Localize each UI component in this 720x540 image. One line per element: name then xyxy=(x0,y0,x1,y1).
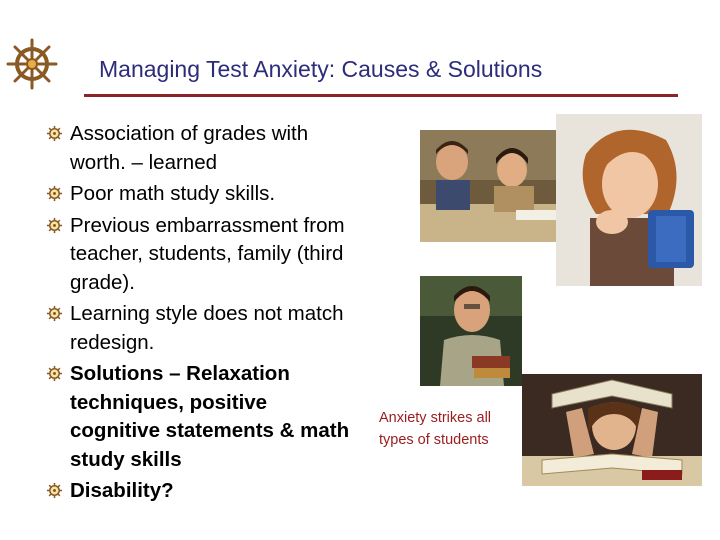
photo-caption: Anxiety strikes all types of students xyxy=(379,410,492,448)
ship-wheel-bullet-icon xyxy=(46,185,63,202)
bullet-item xyxy=(46,360,358,474)
bullet-text: Disability? xyxy=(70,479,174,502)
bullet-text: Solutions – Relaxation techniques, positive cognitive statements & math study skills xyxy=(70,362,350,471)
bullet-item xyxy=(46,212,358,298)
ship-wheel-logo-icon xyxy=(6,38,58,90)
bullet-text: Previous embarrassment from teacher, students, family (third grade). xyxy=(70,213,345,294)
bullet-text: Poor math study skills. xyxy=(70,182,276,205)
bullet-list xyxy=(46,120,358,509)
stressed-student-with-book-photo xyxy=(522,374,702,486)
ship-wheel-bullet-icon xyxy=(46,125,63,142)
bullet-item xyxy=(46,120,358,177)
ship-wheel-bullet-icon xyxy=(46,365,63,382)
ship-wheel-bullet-icon xyxy=(46,482,63,499)
bullet-item xyxy=(46,477,358,506)
student-holding-books-photo xyxy=(420,276,522,386)
bullet-item xyxy=(46,300,358,357)
ship-wheel-bullet-icon xyxy=(46,217,63,234)
bullet-text: Learning style does not match redesign. xyxy=(70,302,344,354)
woman-thinking-photo xyxy=(556,114,702,286)
students-studying-photo xyxy=(420,130,562,242)
bullet-text: Association of grades with worth. – learned xyxy=(70,122,309,174)
title-divider xyxy=(84,94,678,97)
bullet-item xyxy=(46,180,358,209)
ship-wheel-bullet-icon xyxy=(46,305,63,322)
slide-title: Managing Test Anxiety: Causes & Solutions xyxy=(99,56,543,82)
